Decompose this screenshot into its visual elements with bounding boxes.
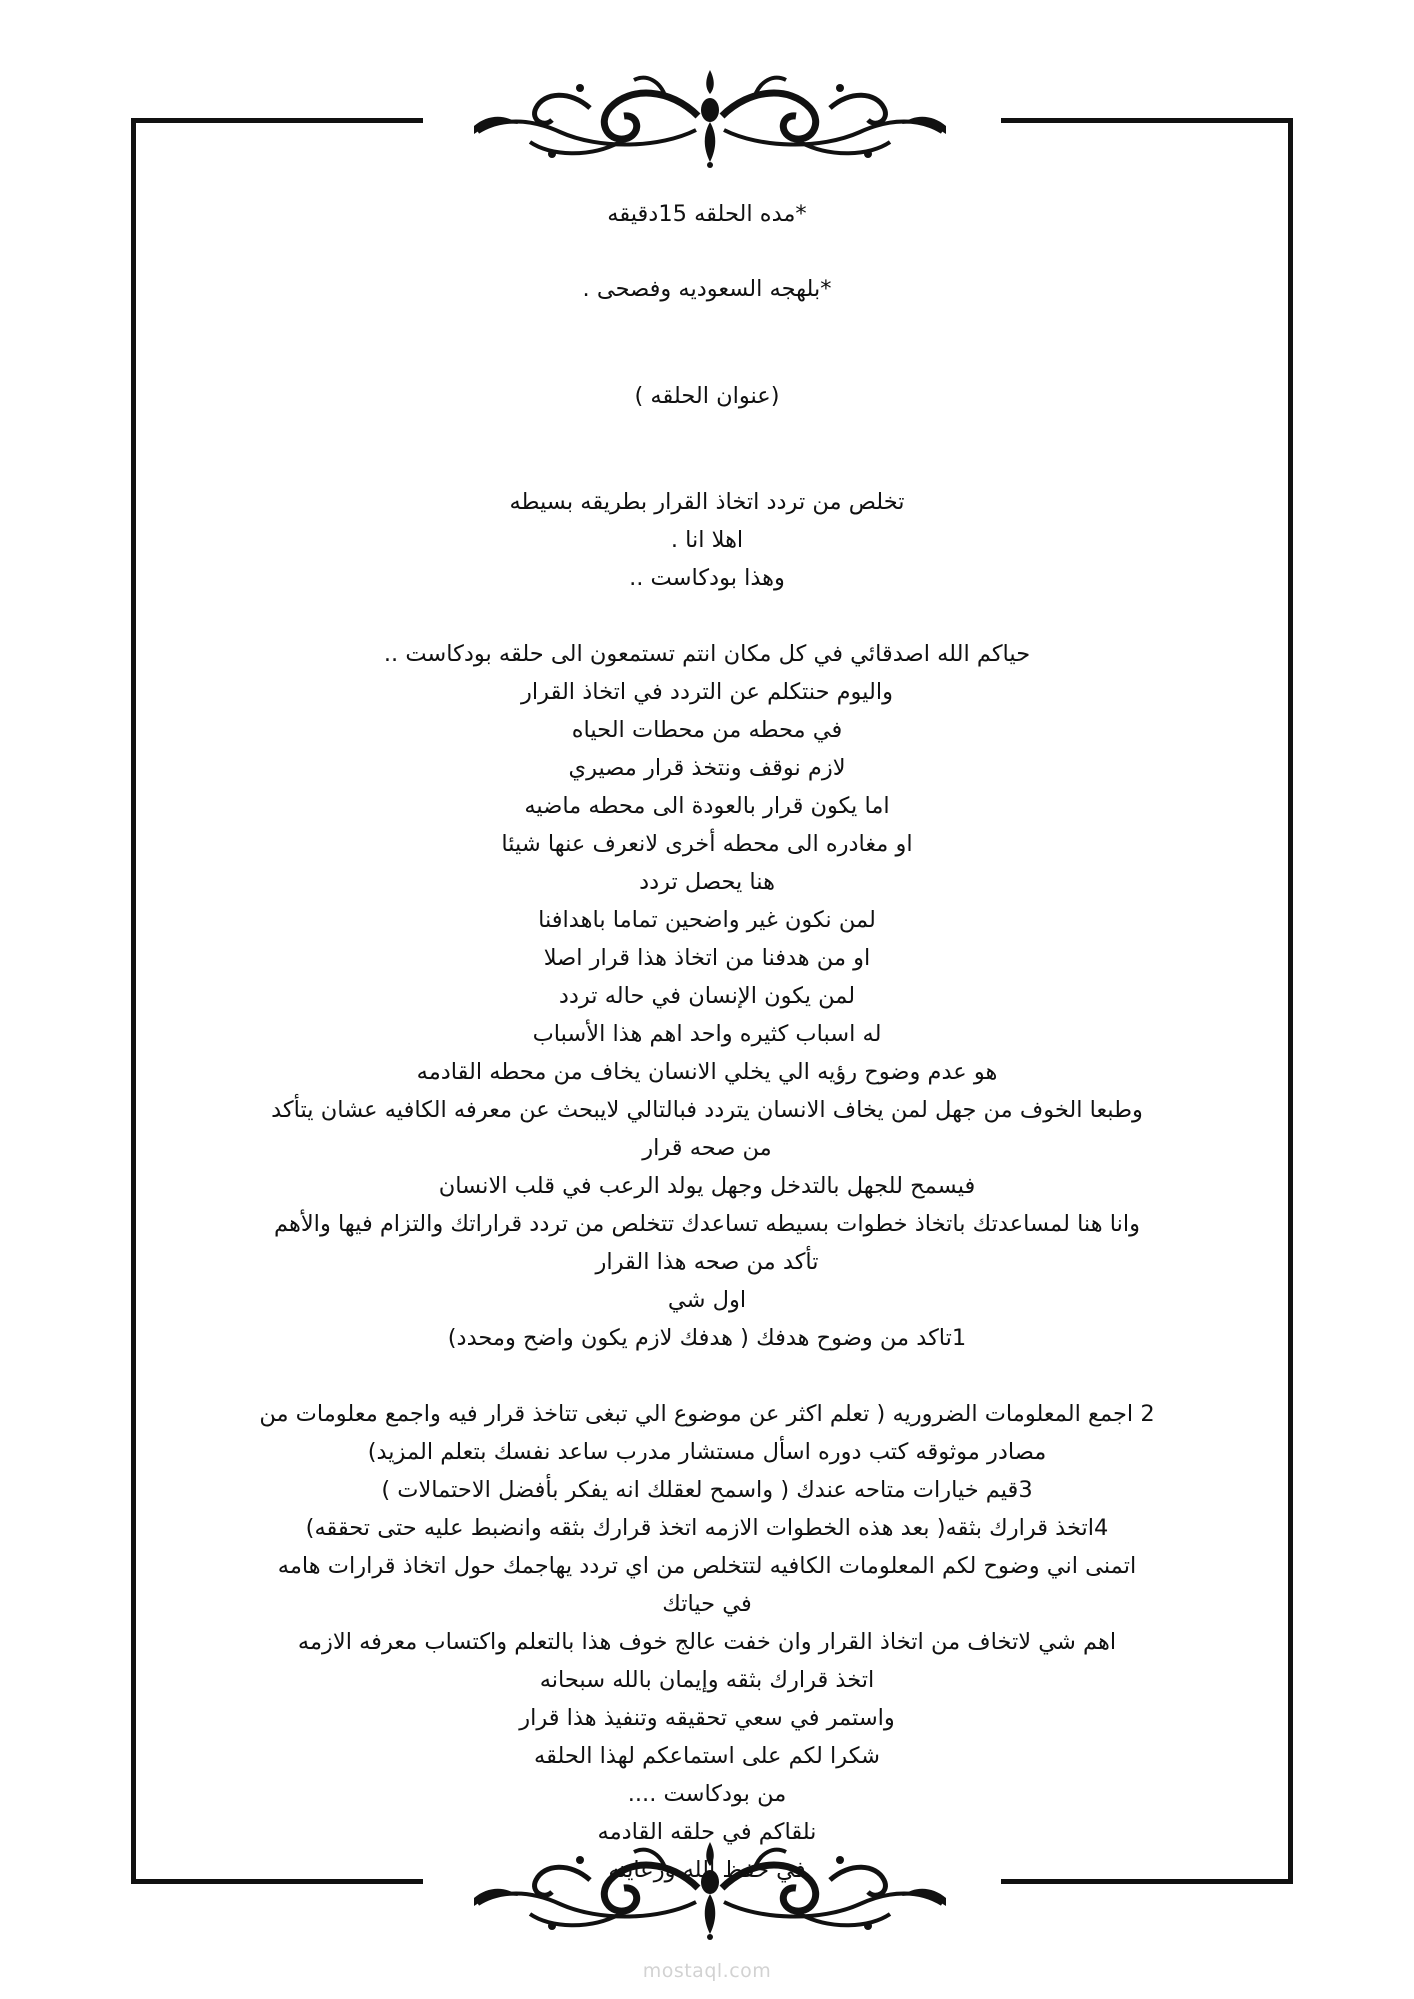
watermark-text: mostaql.com <box>642 1960 772 1982</box>
body-line: هو عدم وضوح رؤيه الي يخلي الانسان يخاف من محطه القادمه <box>416 1059 998 1085</box>
episode-dialect-line: *بلهجه السعوديه وفصحى . <box>582 276 832 302</box>
flourish-ornament-icon <box>470 68 950 168</box>
closing-line: من بودكاست .... <box>627 1781 787 1807</box>
top-flourish-ornament-icon <box>470 68 950 168</box>
closing-line: واستمر في سعي تحقيقه وتنفيذ هذا قرار <box>519 1705 895 1731</box>
frame-top-left-line <box>131 118 423 123</box>
frame-top-right-line <box>1001 118 1293 123</box>
script-body <box>172 483 1242 1889</box>
body-line: وطبعا الخوف من جهل لمن يخاف الانسان يتردد فبالتالي لايبحث عن معرفه الكافيه عشان يتأكد <box>271 1097 1143 1123</box>
step-line: مصادر موثوقه كتب دوره اسأل مستشار مدرب ساعد نفسك بتعلم المزيد) <box>367 1439 1047 1465</box>
body-line: اول شي <box>667 1287 747 1313</box>
body-line: اما يكون قرار بالعودة الى محطه ماضيه <box>524 793 890 819</box>
frame-left-line <box>131 118 136 1884</box>
paragraph-gap <box>172 597 1242 635</box>
closing-line: في حياتك <box>662 1591 752 1617</box>
frame-right-line <box>1288 118 1293 1884</box>
body-line: او مغادره الى محطه أخرى لانعرف عنها شيئا <box>501 831 913 857</box>
body-line: له اسباب كثيره واحد اهم هذا الأسباب <box>532 1021 882 1047</box>
closing-line: شكرا لكم على استماعكم لهذا الحلقه <box>534 1743 880 1769</box>
episode-title-block <box>172 377 1242 415</box>
episode-duration-line: *مده الحلقه 15دقيقه <box>607 201 807 227</box>
body-line: لازم نوقف ونتخذ قرار مصيري <box>568 755 846 781</box>
step-line: 4اتخذ قرارك بثقه( بعد هذه الخطوات الازمه اتخذ قرارك بثقه وانضبط عليه حتى تحققه) <box>305 1515 1109 1541</box>
closing-line: في حفظ الله ورعايته <box>608 1857 806 1883</box>
body-line: 1تاكد من وضوح هدفك ( هدفك لازم يكون واضح ومحدد) <box>447 1325 967 1351</box>
body-line: تأكد من صحه هذا القرار <box>595 1249 819 1275</box>
intro-line: اهلا انا . <box>670 527 744 553</box>
body-line: هنا يحصل تردد <box>639 869 775 895</box>
body-line: واليوم حنتكلم عن التردد في اتخاذ القرار <box>521 679 893 705</box>
closing-line: اتمنى اني وضوح لكم المعلومات الكافيه لتتخلص من اي تردد يهاجمك حول اتخاذ قرارات هامه <box>277 1553 1137 1579</box>
step-line: 3قيم خيارات متاحه عندك ( واسمح لعقلك انه يفكر بأفضل الاحتمالات ) <box>381 1477 1033 1503</box>
step-line: 2 اجمع المعلومات الضروريه ( تعلم اكثر عن موضوع الي تبغى تتاخذ قرار فيه واجمع معلومات من <box>259 1401 1155 1427</box>
paragraph-gap <box>172 1357 1242 1395</box>
intro-line: تخلص من تردد اتخاذ القرار بطريقه بسيطه <box>509 489 905 515</box>
body-line: فيسمح للجهل بالتدخل وجهل يولد الرعب في قلب الانسان <box>438 1173 976 1199</box>
closing-line: اتخذ قرارك بثقه وإيمان بالله سبحانه <box>539 1667 875 1693</box>
body-line: حياكم الله اصدقائي في كل مكان انتم تستمعون الى حلقه بودكاست .. <box>383 641 1031 667</box>
episode-meta <box>172 195 1242 233</box>
body-line: وانا هنا لمساعدتك باتخاذ خطوات بسيطه تساعدك تتخلص من تردد قراراتك والتزام فيها والأهم <box>274 1211 1140 1237</box>
closing-line: اهم شي لاتخاف من اتخاذ القرار وان خفت عالج خوف هذا بالتعلم واكتساب معرفه الازمه <box>297 1629 1117 1655</box>
body-line: من صحه قرار <box>642 1135 772 1161</box>
body-line: لمن نكون غير واضحين تماما باهدافنا <box>538 907 876 933</box>
body-line: لمن يكون الإنسان في حاله تردد <box>558 983 856 1009</box>
episode-dialect <box>172 270 1242 308</box>
episode-title-label: (عنوان الحلقه ) <box>634 383 780 409</box>
body-line: او من هدفنا من اتخاذ هذا قرار اصلا <box>543 945 871 971</box>
body-line: في محطه من محطات الحياه <box>571 717 843 743</box>
intro-line: وهذا بودكاست .. <box>629 565 785 591</box>
closing-line: نلقاكم في حلقه القادمه <box>597 1819 817 1845</box>
